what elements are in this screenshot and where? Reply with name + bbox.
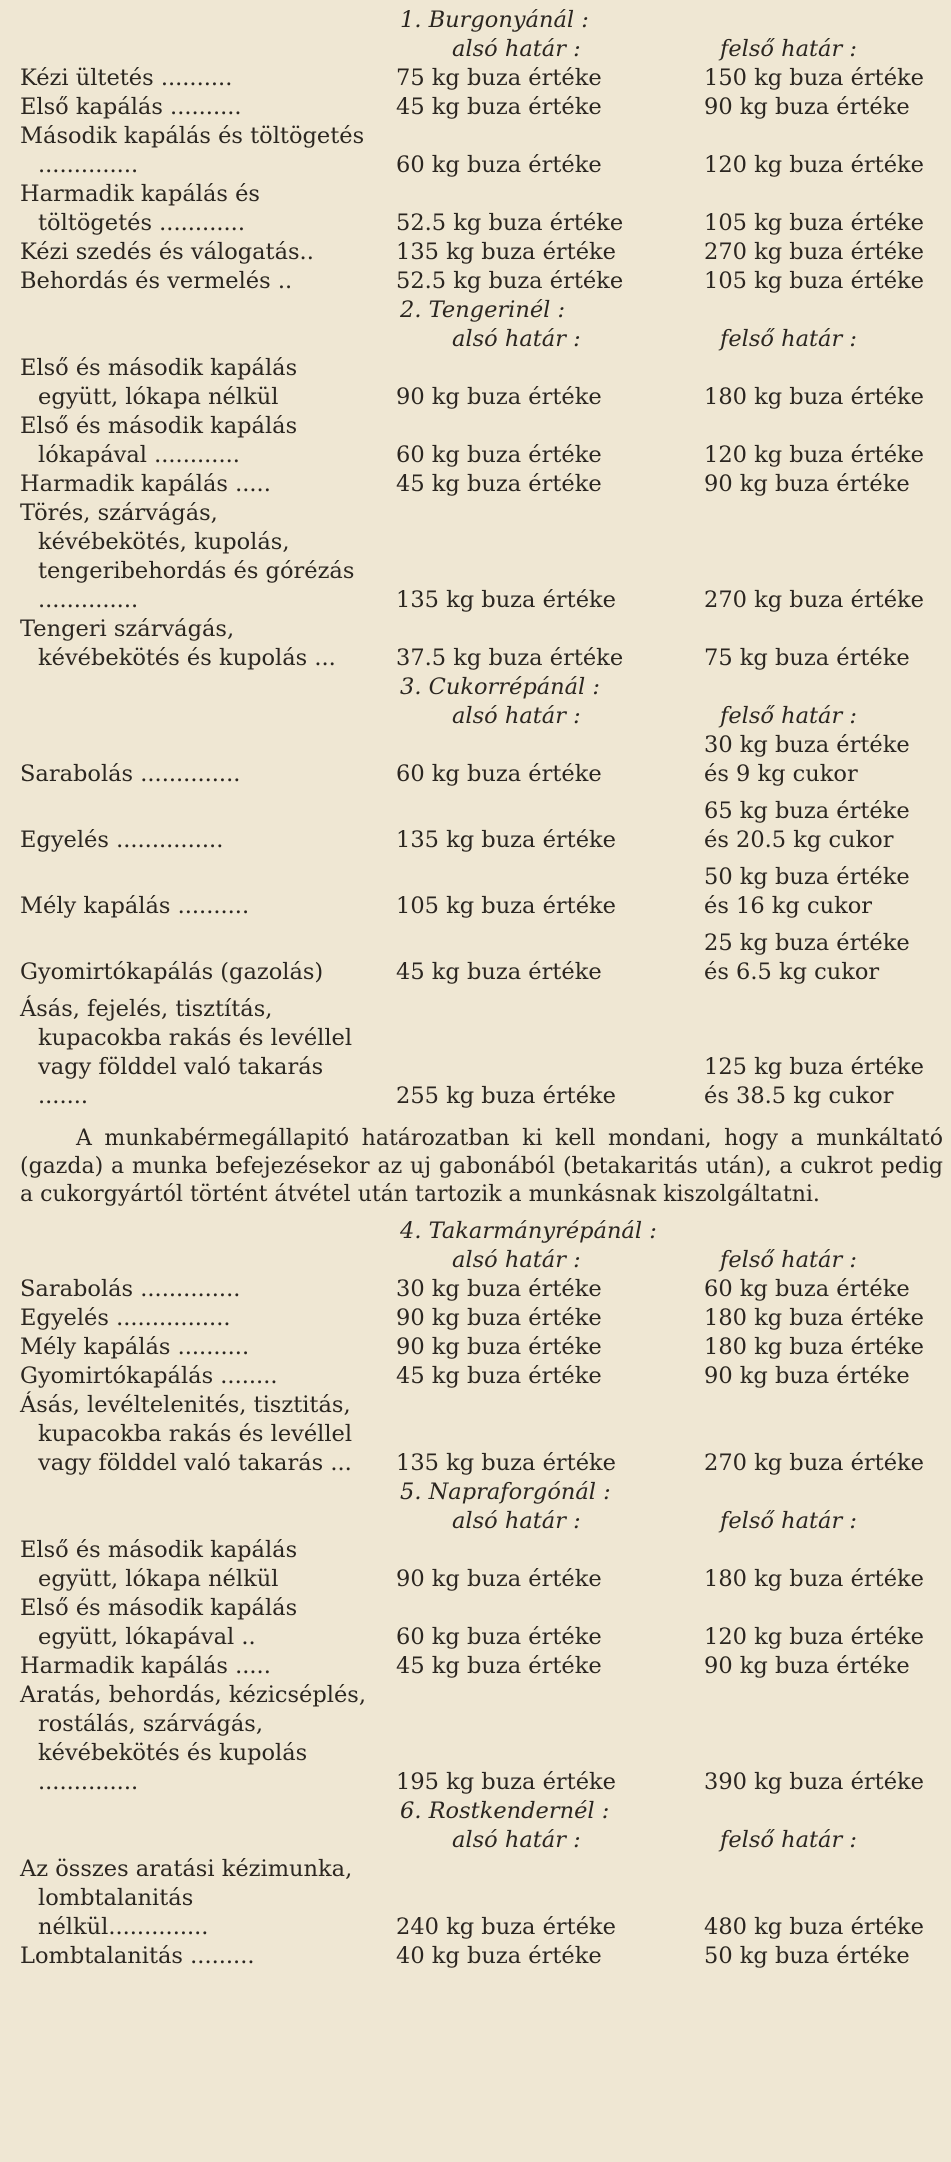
limit-headers xyxy=(20,35,943,64)
high-limit-value xyxy=(678,1362,943,1391)
high-limit-value xyxy=(678,929,943,987)
high-limit-line: 60 kg buza értéke xyxy=(704,1276,910,1302)
table-row xyxy=(20,93,943,122)
work-item-label: Első és második kapálás együtt, lókapával .. xyxy=(20,1595,298,1650)
section-1 xyxy=(20,6,943,296)
section-title-line xyxy=(20,673,943,702)
section-3 xyxy=(20,673,943,1119)
high-limit-header: felső határ : xyxy=(720,703,857,729)
row-spacer xyxy=(20,855,943,863)
high-limit-line: és 38.5 kg cukor xyxy=(704,1083,894,1109)
work-item-label: Harmadik kapálás ..... xyxy=(20,1653,271,1679)
low-limit-value: 90 kg buza értéke xyxy=(396,1566,602,1592)
table-row xyxy=(20,1333,943,1362)
table-row xyxy=(20,267,943,296)
high-limit-value xyxy=(678,1768,943,1797)
section-title-line xyxy=(20,6,943,35)
low-limit-value: 40 kg buza értéke xyxy=(396,1943,602,1969)
high-limit-value xyxy=(678,238,943,267)
section-title: 6. Rostkendernél : xyxy=(400,1798,610,1824)
high-limit-line: 25 kg buza értéke xyxy=(704,930,910,956)
low-limit-value: 90 kg buza értéke xyxy=(396,1305,602,1331)
table-row xyxy=(20,499,943,615)
high-limit-line: 270 kg buza értéke xyxy=(704,239,924,265)
high-limit-value xyxy=(678,209,943,238)
work-item-label: Gyomirtókapálás (gazolás) xyxy=(20,959,324,985)
section-title: 5. Napraforgónál : xyxy=(400,1479,611,1505)
high-limit-line: 65 kg buza értéke xyxy=(704,798,910,824)
low-limit-value: 195 kg buza értéke xyxy=(396,1769,616,1795)
row-spacer xyxy=(20,789,943,797)
low-limit-value: 45 kg buza értéke xyxy=(396,1363,602,1389)
low-limit-header: alsó határ : xyxy=(452,326,581,352)
high-limit-header: felső határ : xyxy=(720,326,857,352)
high-limit-value xyxy=(678,93,943,122)
work-item-label: Harmadik kapálás és töltögetés ............ xyxy=(20,181,260,236)
work-item-label: Sarabolás .............. xyxy=(20,761,241,787)
work-item-label: Egyelés ................ xyxy=(20,1305,231,1331)
high-limit-line: 105 kg buza értéke xyxy=(704,210,924,236)
section-4 xyxy=(20,1217,943,1478)
low-limit-value: 45 kg buza értéke xyxy=(396,1653,602,1679)
table-row xyxy=(20,731,943,789)
high-limit-value xyxy=(678,797,943,855)
high-limit-value xyxy=(678,731,943,789)
high-limit-line: 180 kg buza értéke xyxy=(704,1566,924,1592)
high-limit-value xyxy=(678,383,943,412)
low-limit-value: 52.5 kg buza értéke xyxy=(396,268,624,294)
high-limit-line: 50 kg buza értéke xyxy=(704,1943,910,1969)
work-item-label: Aratás, behordás, kézicséplés, rostálás, szárvágás, kévébekötés és kupolás .............. xyxy=(20,1682,366,1795)
high-limit-header: felső határ : xyxy=(720,1508,857,1534)
low-limit-value: 75 kg buza értéke xyxy=(396,65,602,91)
high-limit-value xyxy=(678,586,943,615)
low-limit-value: 60 kg buza értéke xyxy=(396,761,602,787)
low-limit-value: 135 kg buza értéke xyxy=(396,239,616,265)
work-item-label: Ásás, levéltelenités, tisztitás, kupacokba rakás és levéllel vagy földdel való takarás ... xyxy=(20,1392,353,1476)
high-limit-header: felső határ : xyxy=(720,1247,857,1273)
high-limit-line: és 16 kg cukor xyxy=(704,893,873,919)
table-row xyxy=(20,354,943,412)
table-row xyxy=(20,1652,943,1681)
low-limit-value: 240 kg buza értéke xyxy=(396,1914,616,1940)
low-limit-value: 60 kg buza értéke xyxy=(396,442,602,468)
work-item-label: Első és második kapálás együtt, lókapa nélkül xyxy=(20,355,298,410)
table-row xyxy=(20,615,943,673)
high-limit-line: 90 kg buza értéke xyxy=(704,94,910,120)
limit-headers xyxy=(20,702,943,731)
high-limit-line: és 6.5 kg cukor xyxy=(704,959,880,985)
high-limit-line: 75 kg buza értéke xyxy=(704,645,910,671)
high-limit-value xyxy=(678,1333,943,1362)
low-limit-value: 90 kg buza értéke xyxy=(396,384,602,410)
high-limit-value xyxy=(678,1304,943,1333)
high-limit-value xyxy=(678,1913,943,1942)
low-limit-value: 45 kg buza értéke xyxy=(396,471,602,497)
low-limit-value: 45 kg buza értéke xyxy=(396,94,602,120)
work-item-label: Harmadik kapálás ..... xyxy=(20,471,271,497)
high-limit-line: 120 kg buza értéke xyxy=(704,442,924,468)
work-item-label: Első és második kapálás lókapával ............ xyxy=(20,413,298,468)
section-title-line xyxy=(20,1478,943,1507)
table-row xyxy=(20,995,943,1111)
table-row xyxy=(20,64,943,93)
high-limit-line: 105 kg buza értéke xyxy=(704,268,924,294)
work-item-label: Gyomirtókapálás ........ xyxy=(20,1363,278,1389)
work-item-label: Mély kapálás .......... xyxy=(20,893,250,919)
high-limit-value xyxy=(678,863,943,921)
high-limit-value xyxy=(678,1652,943,1681)
high-limit-line: 50 kg buza értéke xyxy=(704,864,910,890)
high-limit-value xyxy=(678,1449,943,1478)
section-title-line xyxy=(20,1797,943,1826)
wage-table xyxy=(20,6,943,1971)
table-row xyxy=(20,122,943,180)
high-limit-line: 180 kg buza értéke xyxy=(704,1334,924,1360)
low-limit-value: 45 kg buza értéke xyxy=(396,959,602,985)
low-limit-value: 90 kg buza értéke xyxy=(396,1334,602,1360)
low-limit-value: 60 kg buza értéke xyxy=(396,152,602,178)
low-limit-value: 37.5 kg buza értéke xyxy=(396,645,624,671)
high-limit-line: 180 kg buza értéke xyxy=(704,384,924,410)
low-limit-value: 135 kg buza értéke xyxy=(396,1450,616,1476)
section-title: 3. Cukorrépánál : xyxy=(400,674,600,700)
table-row xyxy=(20,1942,943,1971)
work-item-label: Sarabolás .............. xyxy=(20,1276,241,1302)
high-limit-line: 90 kg buza értéke xyxy=(704,471,910,497)
table-row xyxy=(20,1391,943,1478)
high-limit-line: 390 kg buza értéke xyxy=(704,1769,924,1795)
work-item-label: Első és második kapálás együtt, lókapa nélkül xyxy=(20,1537,298,1592)
high-limit-line: 120 kg buza értéke xyxy=(704,152,924,178)
low-limit-header: alsó határ : xyxy=(452,36,581,62)
high-limit-value xyxy=(678,1565,943,1594)
table-row xyxy=(20,412,943,470)
work-item-label: Kézi szedés és válogatás.. xyxy=(20,239,314,265)
limit-headers xyxy=(20,1507,943,1536)
table-row xyxy=(20,929,943,987)
high-limit-line: 90 kg buza értéke xyxy=(704,1653,910,1679)
limit-headers xyxy=(20,1246,943,1275)
table-row xyxy=(20,863,943,921)
section-title-line xyxy=(20,296,943,325)
table-row xyxy=(20,1594,943,1652)
work-item-label: Ásás, fejelés, tisztítás, kupacokba rakás és levéllel vagy földdel való takarás ....... xyxy=(20,996,353,1109)
row-spacer xyxy=(20,921,943,929)
high-limit-value xyxy=(678,441,943,470)
limit-headers xyxy=(20,325,943,354)
section-title-line xyxy=(20,1217,943,1246)
low-limit-value: 52.5 kg buza értéke xyxy=(396,210,624,236)
table-row xyxy=(20,1855,943,1942)
low-limit-header: alsó határ : xyxy=(452,703,581,729)
table-row xyxy=(20,470,943,499)
high-limit-value xyxy=(678,1623,943,1652)
section-2 xyxy=(20,296,943,673)
work-item-label: Lombtalanitás ......... xyxy=(20,1943,255,1969)
table-row xyxy=(20,180,943,238)
work-item-label: Az összes aratási kézimunka, lombtalanitás nélkül.............. xyxy=(20,1856,353,1940)
high-limit-line: 120 kg buza értéke xyxy=(704,1624,924,1650)
row-spacer xyxy=(20,987,943,995)
section-title: 1. Burgonyánál : xyxy=(400,7,589,33)
work-item-label: Első kapálás .......... xyxy=(20,94,242,120)
high-limit-header: felső határ : xyxy=(720,1827,857,1853)
low-limit-value: 135 kg buza értéke xyxy=(396,827,616,853)
work-item-label: Mély kapálás .......... xyxy=(20,1334,250,1360)
table-row xyxy=(20,1536,943,1594)
high-limit-line: 270 kg buza értéke xyxy=(704,1450,924,1476)
low-limit-header: alsó határ : xyxy=(452,1247,581,1273)
section-5 xyxy=(20,1478,943,1797)
work-item-label: Törés, szárvágás, kévébekötés, kupolás, tengeribehordás és górézás .............. xyxy=(20,500,355,613)
high-limit-line: 270 kg buza értéke xyxy=(704,587,924,613)
high-limit-header: felső határ : xyxy=(720,36,857,62)
table-row xyxy=(20,1304,943,1333)
high-limit-value xyxy=(678,644,943,673)
table-row xyxy=(20,797,943,855)
high-limit-line: 180 kg buza értéke xyxy=(704,1305,924,1331)
low-limit-value: 60 kg buza értéke xyxy=(396,1624,602,1650)
high-limit-line: 30 kg buza értéke xyxy=(704,732,910,758)
section-title: 2. Tengerinél : xyxy=(400,297,566,323)
work-item-label: Kézi ültetés .......... xyxy=(20,65,233,91)
table-row xyxy=(20,238,943,267)
table-row xyxy=(20,1681,943,1797)
high-limit-line: 90 kg buza értéke xyxy=(704,1363,910,1389)
section-title: 4. Takarmányrépánál : xyxy=(400,1218,657,1244)
high-limit-value xyxy=(678,64,943,93)
work-item-label: Tengeri szárvágás, kévébekötés és kupolás ... xyxy=(20,616,336,671)
high-limit-value xyxy=(678,267,943,296)
low-limit-header: alsó határ : xyxy=(452,1508,581,1534)
table-row xyxy=(20,1362,943,1391)
high-limit-line: és 20.5 kg cukor xyxy=(704,827,894,853)
work-item-label: Behordás és vermelés .. xyxy=(20,268,293,294)
payment-note: A munkabérmegállapitó határozatban ki kell mondani, hogy a munkáltató (gazda) a munka befejezésekor az uj gabonából (betakaritás után), a cukrot pedig a cukorgyártól történt átvétel után tartozik a munkásnak kiszolgáltatni. xyxy=(20,1126,943,1207)
low-limit-value: 105 kg buza értéke xyxy=(396,893,616,919)
low-limit-value: 255 kg buza értéke xyxy=(396,1083,616,1109)
high-limit-line: 480 kg buza értéke xyxy=(704,1914,924,1940)
high-limit-line: 150 kg buza értéke xyxy=(704,65,924,91)
work-item-label: Egyelés ............... xyxy=(20,827,224,853)
row-spacer xyxy=(20,1111,943,1119)
high-limit-value xyxy=(678,151,943,180)
low-limit-value: 135 kg buza értéke xyxy=(396,587,616,613)
high-limit-line: és 9 kg cukor xyxy=(704,761,858,787)
table-row xyxy=(20,1275,943,1304)
high-limit-line: 125 kg buza értéke xyxy=(704,1054,924,1080)
high-limit-value xyxy=(678,1942,943,1971)
low-limit-header: alsó határ : xyxy=(452,1827,581,1853)
section-6 xyxy=(20,1797,943,1971)
limit-headers xyxy=(20,1826,943,1855)
work-item-label: Második kapálás és töltögetés .............. xyxy=(20,123,365,178)
low-limit-value: 30 kg buza értéke xyxy=(396,1276,602,1302)
high-limit-value xyxy=(678,1053,943,1111)
high-limit-value xyxy=(678,470,943,499)
high-limit-value xyxy=(678,1275,943,1304)
